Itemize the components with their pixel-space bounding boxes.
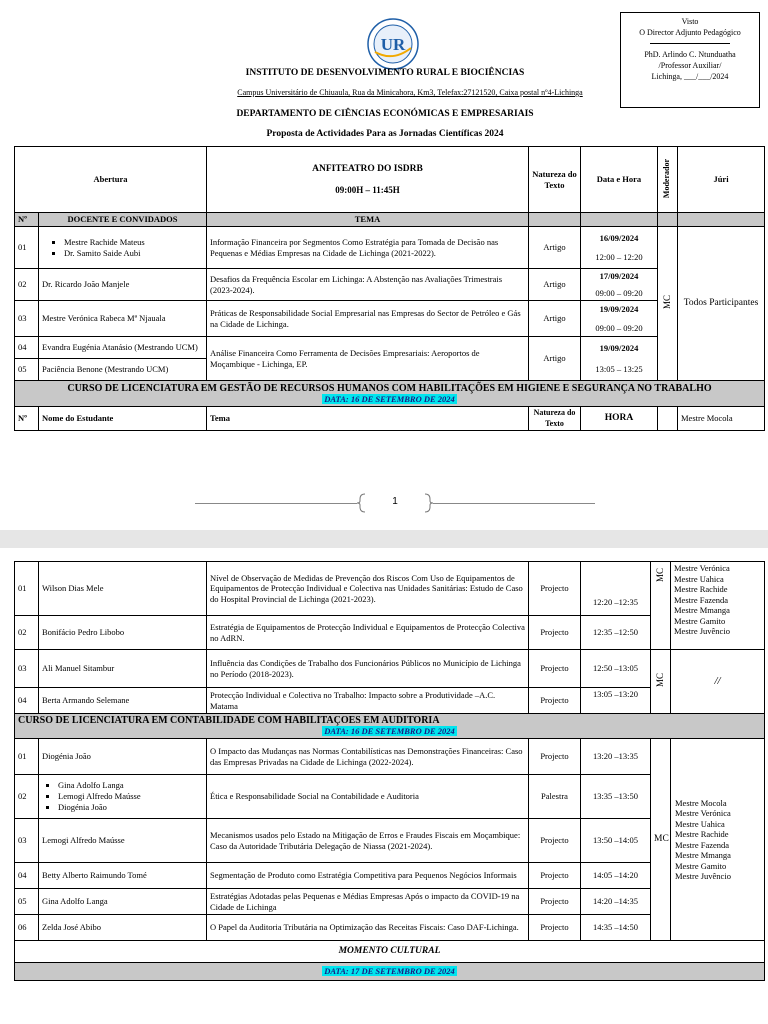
visto-role: O Director Adjunto Pedagógico — [639, 28, 741, 37]
tema-cell: Práticas de Responsabilidade Social Empresarial nas Empresas do Sector de Petróleo e Gás na Cidade de Lichinga. — [207, 301, 529, 337]
row-number: 01 — [15, 739, 39, 775]
natureza-cell: Projecto — [529, 819, 581, 863]
moderator-value: MC — [655, 673, 666, 688]
proposal-title: Proposta de Actividades Para as Jornadas Científicas 2024 — [266, 129, 504, 139]
visto-label: Visto — [681, 17, 699, 26]
row-number: 04 — [15, 337, 39, 359]
student-name: Lemogi Alfredo Maússe — [39, 819, 207, 863]
empty-cell — [678, 213, 765, 227]
moderator-cell: MC — [651, 739, 671, 941]
row-number: 01 — [15, 562, 39, 616]
juri-member: Mestre Fazenda — [674, 594, 729, 605]
natureza-cell: Projecto — [529, 616, 581, 650]
col-nome: Nome do Estudante — [39, 407, 207, 431]
student-name: Wilson Dias Mele — [39, 562, 207, 616]
student-name: Diogénia João — [39, 739, 207, 775]
presenters — [39, 775, 207, 819]
row-number: 04 — [15, 688, 39, 714]
brace-right-icon — [423, 493, 433, 513]
table-header-row — [15, 147, 765, 213]
row-number: 03 — [15, 301, 39, 337]
time-cell: 13:35 –13:50 — [581, 775, 651, 819]
time-cell: 14:35 –14:50 — [581, 915, 651, 941]
tema-cell: Protecção Individual e Colectiva no Trabalho: Impacto sobre a Produtividade –A.C. Matama — [207, 688, 529, 714]
department-name: DEPARTAMENTO DE CIÊNCIAS ECONÓMICAS E EMPRESARIAIS — [236, 109, 534, 119]
table-row — [15, 739, 765, 775]
presenter-name: Dr. Ricardo João Manjele — [39, 269, 207, 301]
course-date: DATA: 16 DE SETEMBRO DE 2024 — [324, 393, 455, 404]
presenter-name: ▪ Lemogi Alfredo Maússe — [58, 791, 203, 802]
tema-cell: Ética e Responsabilidade Social na Contabilidade e Auditoria — [207, 775, 529, 819]
student-name: Zelda José Abibo — [39, 915, 207, 941]
course-title-cell — [15, 381, 765, 407]
juri-member: Mestre Mmanga — [675, 850, 731, 860]
moderator-value: MC — [662, 295, 673, 310]
tema-cell: Informação Financeira por Segmentos Como Estratégia para Tomada de Decisão nas Pequenas e Médias Empresas na Cidade de Lichinga (2021-2022). — [207, 227, 529, 269]
course-date: DATA: 16 DE SETEMBRO DE 2024 — [324, 726, 455, 736]
tema-cell: O Impacto das Mudanças nas Normas Contabilísticas nas Demonstrações Financeiras: Caso das Empresas Privadas na Cidade de Lichinga (2022-2024). — [207, 739, 529, 775]
svg-text:UR: UR — [380, 35, 406, 54]
time-cell: 13:50 –14:05 — [581, 819, 651, 863]
time-cell: 12:20 –12:35 — [581, 562, 651, 616]
natureza-cell: Projecto — [529, 650, 581, 688]
juri-header-value: Mestre Mocola — [678, 407, 765, 431]
student-header-row — [15, 407, 765, 431]
time-cell: 13:20 –13:35 — [581, 739, 651, 775]
date-value: 19/09/2024 — [599, 343, 639, 353]
column-header-row — [15, 213, 765, 227]
divider-left — [195, 503, 357, 504]
student-name: Bonifácio Pedro Libobo — [39, 616, 207, 650]
row-number: 02 — [15, 269, 39, 301]
juri-member: Mestre Juvêncio — [675, 871, 731, 881]
presenters — [39, 227, 207, 269]
visto-signer: PhD. Arlindo C. Ntunduatha — [644, 50, 736, 59]
juri-member: Mestre Uahica — [674, 573, 724, 584]
presenter-name: ▪ Gina Adolfo Langa — [58, 780, 203, 791]
time-cell: 14:05 –14:20 — [581, 863, 651, 889]
col-tema: TEMA — [207, 213, 529, 227]
row-number: 06 — [15, 915, 39, 941]
natureza-cell: Artigo — [529, 227, 581, 269]
time-value: 13:05 – 13:25 — [595, 363, 643, 374]
visto-title: /Professor Auxiliar/ — [658, 61, 722, 70]
natureza-cell: Projecto — [529, 915, 581, 941]
juri-cell: // — [671, 650, 765, 714]
campus-address: Campus Universitário de Chiuaula, Rua da Minicahora, Km3, Telefax:27121520, Caixa postal nº4-Lichinga — [237, 88, 583, 97]
natureza-cell: Projecto — [529, 739, 581, 775]
abertura-header: Abertura — [15, 147, 207, 213]
juri-member: Mestre Gamito — [675, 860, 727, 871]
schedule-table-1 — [14, 146, 765, 431]
course-title-cell — [15, 714, 765, 739]
juri-cell — [671, 562, 765, 650]
tema-cell: O Papel da Auditoria Tributária na Optimização das Receitas Fiscais: Caso DAF-Lichinga. — [207, 915, 529, 941]
course-title: CURSO DE LICENCIATURA EM CONTABILIDADE COM HABILITAÇOES EM AUDITORIA — [18, 715, 440, 726]
momento-cultural: MOMENTO CULTURAL — [15, 941, 765, 963]
natureza-cell: Projecto — [529, 863, 581, 889]
student-name: Gina Adolfo Langa — [39, 889, 207, 915]
time-value: 09:00 – 09:20 — [595, 287, 643, 298]
day-date: DATA: 17 DE SETEMBRO DE 2024 — [324, 966, 455, 977]
time-value: 09:00 – 09:20 — [595, 322, 643, 333]
col-docente: DOCENTE E CONVIDADOS — [39, 213, 207, 227]
schedule-table-2 — [14, 561, 765, 981]
moderator-cell — [651, 562, 671, 650]
row-number: 02 — [15, 775, 39, 819]
page-2 — [0, 548, 768, 1024]
juri-cell — [671, 739, 765, 941]
university-logo — [367, 18, 419, 70]
presenter-name: ▪ Mestre Rachide Mateus — [64, 237, 203, 248]
juri-member: Mestre Mocola — [675, 797, 727, 808]
date-value: 17/09/2024 — [599, 271, 639, 281]
table-row — [15, 227, 765, 269]
natureza-cell: Projecto — [529, 889, 581, 915]
juri-member: Mestre Verónica — [675, 808, 731, 818]
tema-cell: Estratégias Adotadas pelas Pequenas e Médias Empresas Após o impacto da COVID-19 na Cidade de Lichinga — [207, 889, 529, 915]
natureza-cell: Projecto — [529, 688, 581, 714]
date-row-cell — [15, 963, 765, 981]
time-value: 12:00 – 12:20 — [595, 251, 643, 262]
course-row — [15, 714, 765, 739]
moderator-cell — [658, 227, 678, 381]
natureza-header: Natureza do Texto — [529, 147, 581, 213]
page-number — [195, 493, 595, 513]
col-natureza: Natureza do Texto — [529, 407, 581, 431]
row-number: 05 — [15, 359, 39, 381]
empty-cell — [658, 213, 678, 227]
momento-row — [15, 941, 765, 963]
natureza-cell: Palestra — [529, 775, 581, 819]
juri-member: Mestre Rachide — [675, 829, 729, 839]
presenter-name: ▪ Diogénia João — [58, 802, 203, 813]
institute-name: INSTITUTO DE DESENVOLVIMENTO RURAL E BIOCIÊNCIAS — [245, 68, 525, 78]
moderador-header — [658, 147, 678, 213]
table-row — [15, 650, 765, 688]
student-name: Betty Alberto Raimundo Tomé — [39, 863, 207, 889]
presenter-name: Paciência Benone (Mestrando UCM) — [39, 359, 207, 381]
col-hora: HORA — [581, 407, 658, 431]
moderador-label: Moderador — [662, 158, 672, 198]
juri-member: Mestre Gamito — [674, 615, 726, 626]
date-value: 16/09/2024 — [599, 233, 639, 243]
table-row — [15, 337, 765, 359]
row-number: 04 — [15, 863, 39, 889]
date-time-cell — [581, 269, 658, 301]
signature-line — [650, 43, 730, 44]
juri-cell: Todos Participantes — [678, 227, 765, 381]
date-time-cell — [581, 301, 658, 337]
natureza-cell: Projecto — [529, 562, 581, 616]
course-title: CURSO DE LICENCIATURA EM GESTÃO DE RECURSOS HUMANOS COM HABILITAÇÕES EM HIGIENE E SEGURANÇA NO TRABALHO — [67, 382, 712, 394]
juri-member: Mestre Uahica — [675, 818, 725, 829]
juri-member: Mestre Verónica — [674, 563, 730, 573]
student-name: Ali Manuel Sitambur — [39, 650, 207, 688]
venue-header — [207, 147, 529, 213]
juri-member: Mestre Rachide — [674, 584, 728, 594]
juri-member: Mestre Mmanga — [674, 605, 730, 615]
natureza-cell: Artigo — [529, 301, 581, 337]
presenter-name: ▪ Dr. Samito Saide Aubi — [64, 248, 203, 259]
visto-box — [620, 12, 760, 108]
course-row — [15, 381, 765, 407]
juri-member: Mestre Fazenda — [675, 839, 730, 850]
data-hora-header: Data e Hora — [581, 147, 658, 213]
venue-time: 09:00H – 11:45H — [335, 184, 400, 195]
time-cell: 12:50 –13:05 — [581, 650, 651, 688]
empty-cell — [529, 213, 581, 227]
date-row — [15, 963, 765, 981]
col-tema: Tema — [207, 407, 529, 431]
visto-date: Lichinga, ___/___/2024 — [651, 72, 729, 81]
student-name: Berta Armando Selemane — [39, 688, 207, 714]
col-no: Nº — [15, 213, 39, 227]
tema-cell: Nível de Observação de Medidas de Prevenção dos Riscos Com Uso de Equipamentos de Equipamentos de Protecção Individual e Colectiva nas Unidades Sanitárias: Estudo de Caso do Hospital Provincial de Lichinga (2021-2023). — [207, 562, 529, 616]
juri-header: Júri — [678, 147, 765, 213]
table-row — [15, 562, 765, 616]
empty-cell — [581, 213, 658, 227]
tema-cell: Mecanismos usados pelo Estado na Mitigação de Erros e Fraudes Fiscais em Moçambique: Caso da Autoridade Tributária Delegação de Niassa (2021-2024). — [207, 819, 529, 863]
tema-cell: Segmentação de Produto como Estratégia Competitiva para Pequenos Negócios Informais — [207, 863, 529, 889]
row-number: 02 — [15, 616, 39, 650]
date-time-cell — [581, 227, 658, 269]
table-row — [15, 301, 765, 337]
moderator-cell — [651, 650, 671, 714]
row-number: 05 — [15, 889, 39, 915]
moderator-value: MC — [655, 568, 666, 583]
table-row — [15, 269, 765, 301]
row-number: 01 — [15, 227, 39, 269]
presenter-name: Mestre Verónica Rabeca Mª Njauala — [39, 301, 207, 337]
tema-cell: Estratégia de Equipamentos de Protecção Individual e Equipamentos de Protecção Colectiva no AdRN. — [207, 616, 529, 650]
venue-name: ANFITEATRO DO ISDRB — [312, 164, 423, 174]
page-number-value: 1 — [392, 496, 398, 507]
empty-cell — [658, 407, 678, 431]
time-cell: 12:35 –12:50 — [581, 616, 651, 650]
natureza-cell: Artigo — [529, 337, 581, 381]
juri-member: Mestre Juvêncio — [674, 626, 730, 636]
brace-left-icon — [357, 493, 367, 513]
time-cell: 14:20 –14:35 — [581, 889, 651, 915]
date-value: 19/09/2024 — [599, 304, 639, 314]
tema-cell: Análise Financeira Como Ferramenta de Decisões Empresariais: Aeroportos de Moçambique - Lichinga, EP. — [207, 337, 529, 381]
row-number: 03 — [15, 650, 39, 688]
tema-cell: Influência das Condições de Trabalho dos Funcionários Públicos no Município de Lichinga no Período (2018-2023). — [207, 650, 529, 688]
presenter-name: Evandra Eugénia Atanásio (Mestrando UCM) — [39, 337, 207, 359]
col-no: Nº — [15, 407, 39, 431]
tema-cell: Desafios da Frequência Escolar em Lichinga: A Abstenção nas Avaliações Trimestrais (2023-2024). — [207, 269, 529, 301]
date-time-cell — [581, 337, 658, 381]
divider-right — [433, 503, 595, 504]
time-cell: 13:05 –13:20 — [581, 688, 651, 714]
row-number: 03 — [15, 819, 39, 863]
page-gap — [0, 530, 768, 548]
natureza-cell: Artigo — [529, 269, 581, 301]
